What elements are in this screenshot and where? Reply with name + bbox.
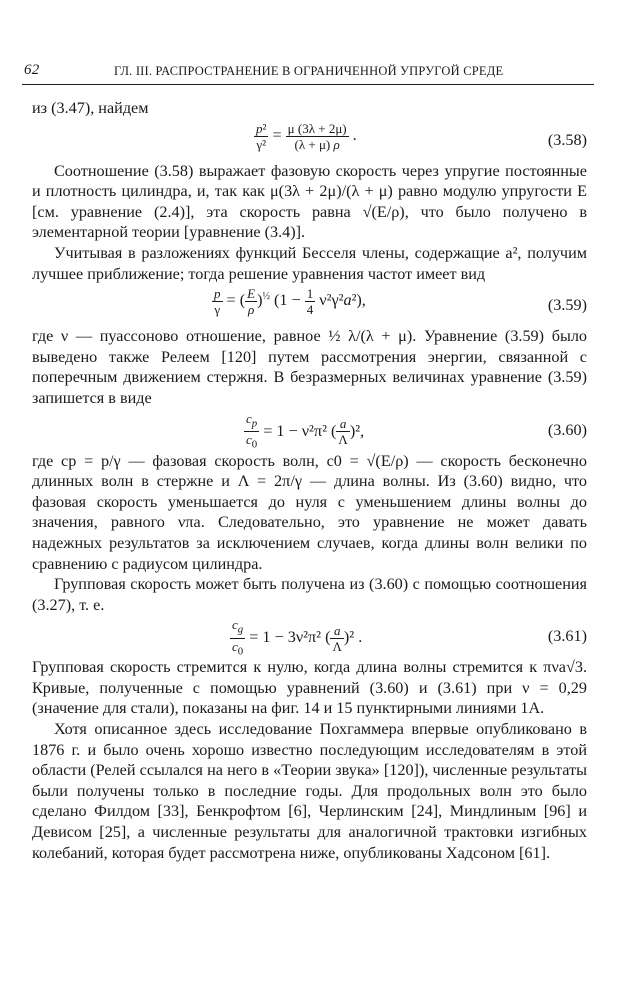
equation-number: (3.59) <box>547 296 587 315</box>
equation-number: (3.61) <box>547 627 587 646</box>
paragraph: Соотношение (3.58) выражает фазовую скорость через упругие постоянные и плотность цилиндра, и, так как μ(3λ + 2μ)/(λ + μ) равно модулю упругости E [см. уравнение (2.4)], эта скорость равна √(E/ρ), что было получено в элементарной теории [уравнение (3.4)]. <box>32 161 587 242</box>
equation-number: (3.60) <box>547 420 587 439</box>
paragraph: из (3.47), найдем <box>32 99 149 117</box>
page-body <box>32 98 587 863</box>
equation-expression: $\frac{c_g}{c_0}$ = 1 − 3ν²π² ( $\frac{a}{\Lambda}$ )² . <box>232 617 363 658</box>
equation-expression: $\frac{\text{p²}}{\text{γ²}}$ = $\frac{\mu (3\lambda + 2\mu)}{(\lambda + \mu) \rho}$ . <box>256 120 357 152</box>
paragraph: Хотя описанное здесь исследование Похгаммера впервые опубликовано в 1876 г. и было очень хорошо известно последующим исследователям в этой области (Релей ссылался на него в «Теории звука» [120]), численные результаты были получены только в последние годы. Для продольных волн это было сделано Филдом [33], Бенкрофтом [6], Черлинским [24], Миндлиным [96] и Девисом [25], а численные результаты для аналогичной трактовки изгибных колебаний, которая будет рассмотрена ниже, опубликованы Хадсоном [61]. <box>32 720 587 862</box>
running-title: ГЛ. III. РАСПРОСТРАНЕНИЕ В ОГРАНИЧЕННОЙ УПРУГОЙ СРЕДЕ <box>114 64 504 78</box>
equation-3-59 <box>32 284 587 326</box>
page-number: 62 <box>24 62 40 78</box>
paragraph: Учитывая в разложениях функций Бесселя члены, содержащие a², получим лучшее приближение; тогда решение уравнения частот имеет вид <box>32 243 587 283</box>
paragraph: Групповая скорость стремится к нулю, когда длина волны стремится к πνa√3. Кривые, полученные с помощью уравнений (3.60) и (3.61) при ν = 0,29 (значение для стали), показаны на фиг. 14 и 15 пунктирными линиями 1A. <box>32 658 587 718</box>
paragraph: где ν — пуассоново отношение, равное ½ λ/(λ + μ). Уравнение (3.59) было выведено также Релеем [120] путем рассмотрения энергии, связанной с поперечным движением стержня. В безразмерных величинах уравнение (3.59) запишется в виде <box>32 327 587 407</box>
equation-3-60 <box>32 409 587 451</box>
equation-3-58 <box>32 119 587 161</box>
running-header <box>22 58 594 85</box>
equation-number: (3.58) <box>547 130 587 149</box>
equation-3-61 <box>32 615 587 657</box>
equation-expression: $\frac{p}{\gamma}$ = ( $\frac{E}{\rho}$ )$^{\frac{1}{2}}$ (1 − $\frac{1}{4}$ ν²γ²a²), <box>214 286 366 318</box>
equation-expression: $\frac{c_p}{c_0}$ = 1 − ν²π² ( $\frac{a}{\Lambda}$ )², <box>246 410 365 451</box>
paragraph: Групповая скорость может быть получена из (3.60) с помощью соотношения (3.27), т. е. <box>32 575 587 614</box>
paragraph: где cp = p/γ — фазовая скорость волн, c0 = √(E/ρ) — скорость бесконечно длинных волн в стержне и Λ = 2π/γ — длина волны. Из (3.60) видно, что фазовая скорость уменьшается до нуля с уменьшением длины волны до значения, равного νπa. Следовательно, это уравнение не может давать надежных результатов за исключением случаев, когда длины волн велики по сравнению с радиусом цилиндра. <box>32 451 587 573</box>
